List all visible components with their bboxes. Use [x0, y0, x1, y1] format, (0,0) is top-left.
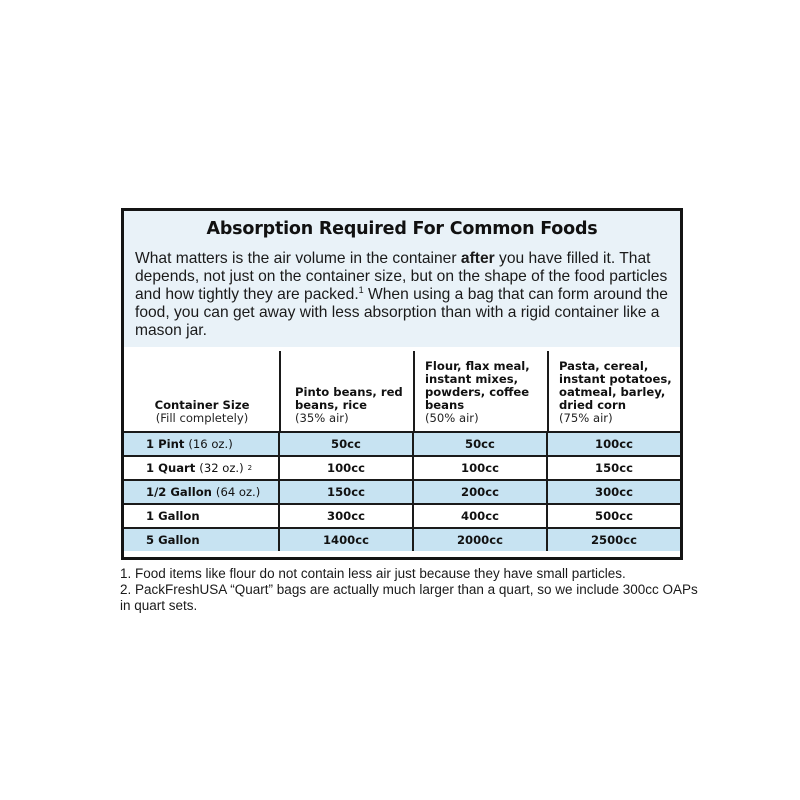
container-size-detail: (16 oz.) [188, 437, 233, 451]
container-size-name: 5 Gallon [146, 533, 200, 547]
column-header-beans [280, 347, 414, 431]
column-divider [413, 351, 415, 431]
table-row [124, 527, 680, 551]
column-header-container-size [124, 347, 280, 431]
column-header-sublabel: (50% air) [425, 411, 479, 425]
value-cell: 50cc [414, 433, 548, 455]
table-row [124, 479, 680, 503]
value-cell: 500cc [595, 509, 633, 523]
table-row [124, 455, 680, 479]
intro-paragraph [135, 250, 675, 340]
value-cell: 100cc [414, 457, 548, 479]
container-size-name: 1/2 Gallon [146, 485, 212, 499]
container-size-cell [124, 433, 280, 455]
column-header-sublabel: (75% air) [559, 411, 613, 425]
table-header-panel [124, 211, 680, 347]
container-size-cell [124, 529, 280, 551]
value-cell: 2500cc [590, 533, 637, 547]
value-cell: 300cc [595, 485, 633, 499]
value-cell: 150cc [595, 461, 633, 475]
footnote-1: 1. Food items like flour do not contain less air just because they have small particles. [120, 566, 626, 581]
value-cell: 150cc [280, 481, 414, 503]
value-cell: 2000cc [414, 529, 548, 551]
page-title: Absorption Required For Common Foods [206, 219, 598, 239]
table-row [124, 503, 680, 527]
value-cell: 100cc [595, 437, 633, 451]
column-header-flour [414, 347, 548, 431]
column-header-label: Pasta, cereal, instant potatoes, oatmeal, barley, dried corn [559, 359, 672, 412]
column-divider [547, 351, 549, 431]
value-cell: 200cc [414, 481, 548, 503]
container-size-cell [124, 457, 280, 479]
value-cell: 400cc [414, 505, 548, 527]
intro-text-1: What matters is the air volume in the container [135, 250, 461, 267]
footnotes [120, 566, 700, 614]
intro-text-3: When using a bag that can form around the food, you can get away with less absorption than with a rigid container like a mason jar. [135, 286, 668, 339]
container-size-detail: (64 oz.) [215, 485, 261, 499]
value-cell: 300cc [280, 505, 414, 527]
container-size-detail: (32 oz.) [199, 461, 244, 475]
intro-footnote-ref: 1 [358, 285, 364, 295]
container-size-cell [124, 481, 280, 503]
column-divider [279, 351, 281, 431]
container-size-name: 1 Gallon [146, 509, 200, 523]
table-row [124, 431, 680, 455]
column-header-sublabel: (35% air) [295, 411, 349, 425]
value-cell: 50cc [280, 433, 414, 455]
container-size-name: 1 Quart [146, 461, 196, 475]
footnote-ref: 2 [247, 464, 253, 472]
container-size-name: 1 Pint [146, 437, 185, 451]
absorption-table-card [121, 208, 683, 560]
column-header-label: Container Size [154, 398, 250, 412]
value-cell: 1400cc [280, 529, 414, 551]
footnote-2: 2. PackFreshUSA “Quart” bags are actually much larger than a quart, so we include 300cc OAPs in quart sets. [120, 582, 698, 613]
container-size-cell [124, 505, 280, 527]
intro-text-2: you have filled it. That depends, not just on the container size, but on the shape of the food particles and how tightly they are packed. [135, 250, 668, 303]
intro-bold: after [460, 250, 495, 267]
value-cell: 100cc [280, 457, 414, 479]
column-header-label: Flour, flax meal, instant mixes, powders, coffee beans [425, 359, 530, 412]
column-header-pasta [548, 347, 680, 431]
column-header-label: Pinto beans, red beans, rice [295, 385, 403, 412]
column-header-sublabel: (Fill completely) [155, 411, 249, 425]
